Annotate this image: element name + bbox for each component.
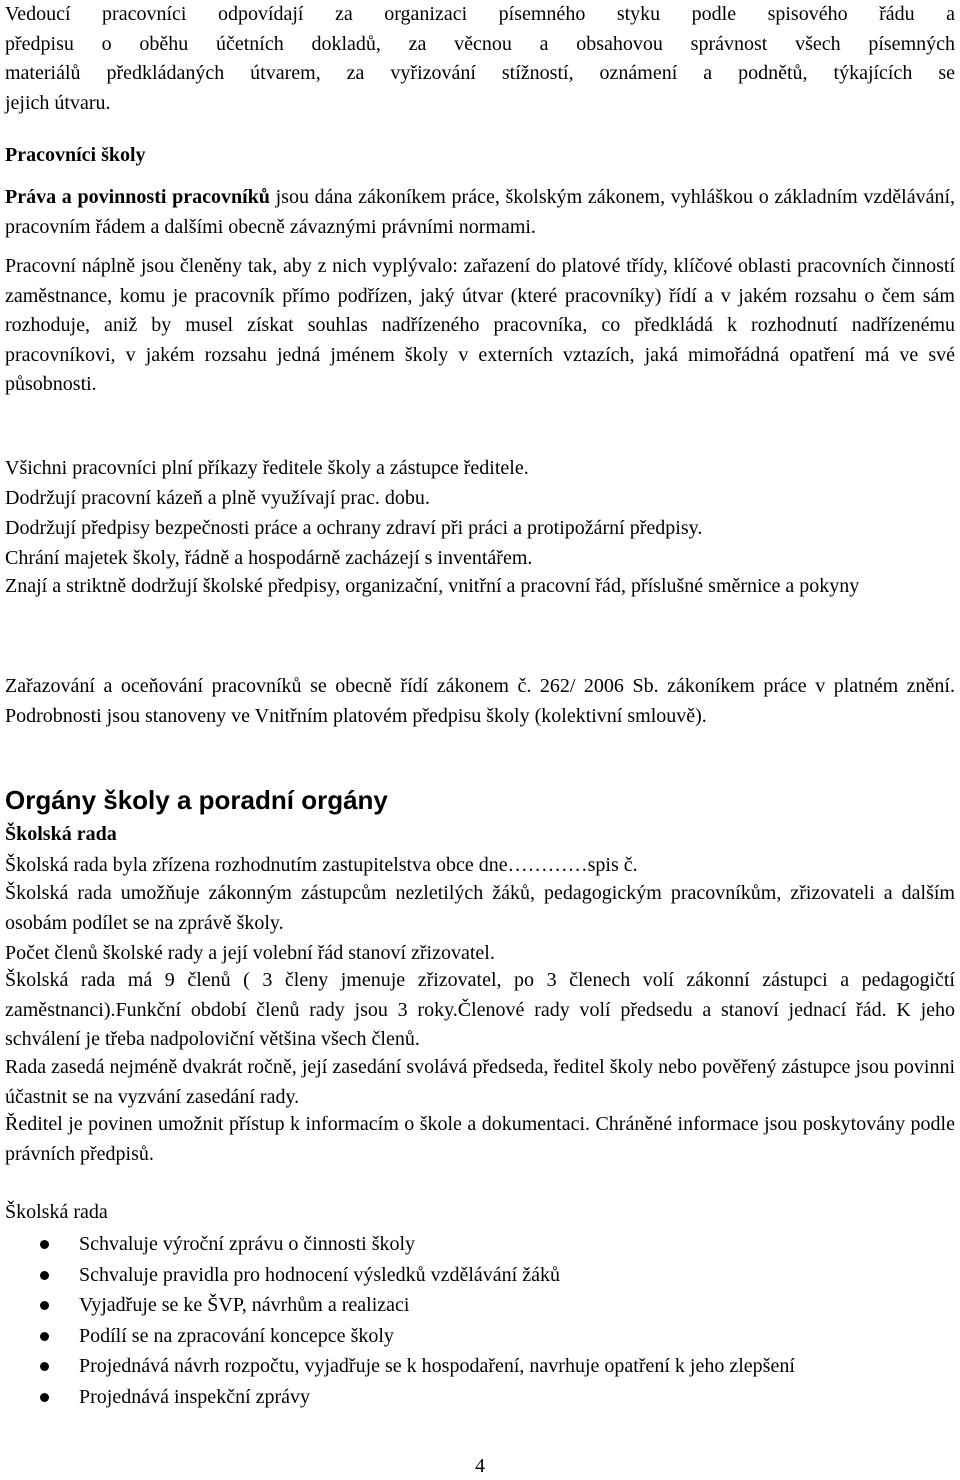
page-number: 4 (475, 1455, 485, 1477)
list-item-text: Schvaluje výroční zprávu o činnosti školy (79, 1233, 416, 1255)
list-item-text: Podílí se na zpracování koncepce školy (79, 1324, 394, 1347)
duty-line: Znají a striktně dodržují školské předpisy, organizační, vnitřní a pracovní řád, příslušné směrnice a pokyny (5, 575, 860, 597)
bullet-icon (40, 1240, 49, 1249)
board-list-title: Školská rada (5, 1201, 108, 1223)
bullet-icon (40, 1393, 49, 1402)
list-item-text: Projednává návrh rozpočtu, vyjadřuje se k hospodaření, navrhuje opatření k jeho zlepšení (79, 1355, 795, 1377)
list-item (0, 1290, 955, 1321)
list-item (0, 1229, 955, 1260)
bullet-icon (40, 1271, 49, 1280)
list-item-text: Vyjadřuje se ke ŠVP, návrhům a realizaci (79, 1294, 410, 1316)
list-item-text: Schvaluje pravidla pro hodnocení výsledků vzdělávání žáků (79, 1263, 560, 1286)
classification-paragraph: Zařazování a oceňování pracovníků se obecně řídí zákonem č. 262/ 2006 Sb. zákoníkem práce v platném znění. Podrobnosti jsou stanoveny ve Vnitřním platovém předpisu školy (kolektivní smlouvě). (5, 675, 955, 727)
list-item (0, 1382, 955, 1413)
duty-line: Chrání majetek školy, řádně a hospodárně zacházejí s inventářem. (5, 547, 533, 569)
staff-heading: Pracovníci školy (5, 144, 146, 166)
intro-line: Vedoucí pracovníci odpovídají za organizaci písemného styku podle spisového řádu a (5, 3, 955, 25)
board-paragraph: Školská rada má 9 členů ( 3 členy jmenuje zřizovatel, po 3 členech volí zákonní zástupci a pedagogičtí zaměstnanci).Funkční období členů rady jsou 3 roky.Členové rady volí předsedu a stanoví jednací řád. K jeho schválení je třeba nadpoloviční většina všech členů. (5, 969, 955, 1051)
rights-text: jsou dána zákoníkem práce, školským zákonem, vyhláškou o základním vzdělávání, pracovním řádem a dalšími obecně závaznými právními normami. (5, 186, 956, 238)
bullet-icon (40, 1362, 49, 1371)
organs-heading: Orgány školy a poradní orgány (5, 785, 388, 815)
list-item (0, 1260, 955, 1291)
list-item-text: Projednává inspekční zprávy (79, 1385, 311, 1408)
intro-line: jejich útvaru. (5, 91, 111, 114)
rights-paragraph (5, 183, 955, 242)
intro-line: předpisu o oběhu účetních dokladů, za věcnou a obsahovou správnost všech písemných (5, 32, 955, 55)
list-item (0, 1321, 955, 1352)
intro-line: materiálů předkládaných útvarem, za vyřizování stížností, oznámení a podnětů, týkajících se (5, 62, 955, 85)
school-board-heading: Školská rada (5, 823, 117, 845)
rights-bold-lead: Práva a povinnosti pracovníků (5, 186, 270, 208)
board-paragraph: Počet členů školské rady a její volební řád stanoví zřizovatel. (5, 942, 495, 964)
board-paragraph: Ředitel je povinen umožnit přístup k informacím o škole a dokumentaci. Chráněné informace jsou poskytovány podle právních předpisů. (5, 1113, 955, 1165)
duty-line: Všichni pracovníci plní příkazy ředitele školy a zástupce ředitele. (5, 457, 529, 479)
bullet-icon (40, 1332, 49, 1341)
job-descriptions-paragraph: Pracovní náplně jsou členěny tak, aby z nich vyplývalo: zařazení do platové třídy, klíčové oblasti pracovních činností zaměstnance, komu je pracovník přímo podřízen, jaký útvar (které pracovníky) řídí a v jakém rozsahu o čem sám rozhoduje, aniž by musel získat souhlas nadřízeného pracovníka, co předkládá k rozhodnutí nadřízenému pracovníkovi, v jakém rozsahu jedná jménem školy v externích vztazích, jaká mimořádná opatření má ve své působnosti. (5, 255, 955, 396)
list-item (0, 1351, 955, 1382)
duty-line: Dodržují pracovní kázeň a plně využívají prac. dobu. (5, 487, 430, 509)
board-paragraph: Školská rada byla zřízena rozhodnutím zastupitelstva obce dne…………spis č. (5, 854, 638, 876)
board-paragraph: Rada zasedá nejméně dvakrát ročně, její zasedání svolává předseda, ředitel školy nebo pověřený zástupce jsou povinni účastnit se na vyzvání zasedání rady. (5, 1056, 955, 1108)
board-paragraph: Školská rada umožňuje zákonným zástupcům nezletilých žáků, pedagogickým pracovníkům, zřizovateli a dalším osobám podílet se na zprávě školy. (5, 882, 955, 934)
duty-line: Dodržují předpisy bezpečnosti práce a ochrany zdraví při práci a protipožární předpisy. (5, 517, 703, 539)
board-powers-list (0, 1229, 955, 1412)
bullet-icon (40, 1301, 49, 1310)
